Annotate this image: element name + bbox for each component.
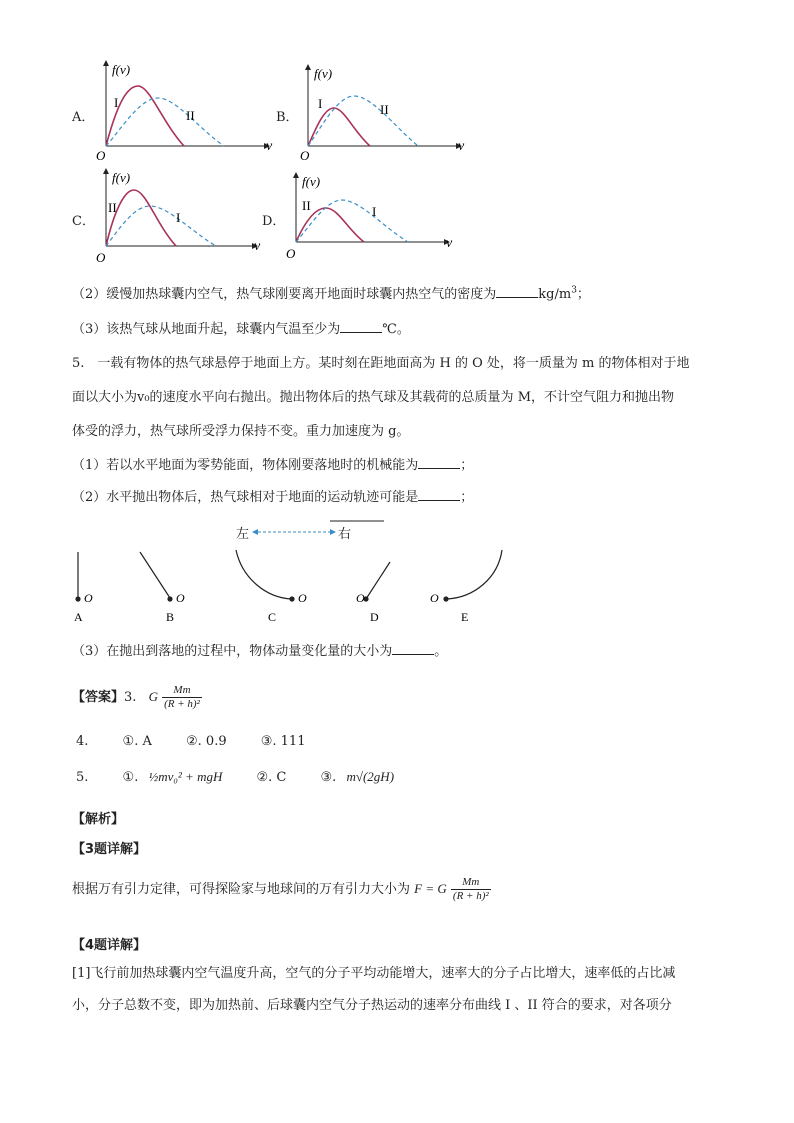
trajectory-path <box>236 550 292 599</box>
q4-part2-unit: kg/m <box>538 287 572 302</box>
y-axis-arrow <box>103 60 109 66</box>
answer-item: ③. 111 <box>260 734 306 749</box>
q5-part2 <box>72 486 473 505</box>
trajectory-path <box>446 550 502 599</box>
option-label: D． <box>262 214 286 229</box>
q4-part3-text: （3）该热气球从地面升起，球囊内气温至少为 <box>72 322 341 337</box>
q3-detail-text: 根据万有引力定律，可得探险家与地球间的万有引力大小为 <box>72 882 411 897</box>
answer-fraction <box>162 684 202 711</box>
answer-g: G <box>148 689 158 704</box>
answer-5 <box>76 769 394 785</box>
graph-c <box>92 166 282 266</box>
q5-part3-text: （3）在抛出到落地的过程中，物体动量变化量的大小为 <box>72 644 393 659</box>
q4-part2-sup: 3 <box>571 285 577 296</box>
ylabel: f(v) <box>112 170 131 185</box>
curve-label-right: II <box>186 108 195 123</box>
trajectory-b <box>140 552 185 624</box>
answer-number: 4. <box>76 734 89 749</box>
answer-blank[interactable] <box>340 320 382 333</box>
answer-item: ②. C <box>256 770 287 785</box>
xlabel: v <box>266 139 273 154</box>
answer-item-label: ①. <box>122 770 139 785</box>
answer-heading: 【答案】 <box>72 690 125 705</box>
origin-dot <box>289 596 294 601</box>
curve-solid <box>106 190 176 246</box>
q4-detail-heading: 【4题详解】 <box>72 938 147 953</box>
curve-dashed <box>106 98 224 146</box>
direction-right: 右 <box>338 527 352 542</box>
curve-label-left: I <box>318 96 323 111</box>
y-axis-arrow <box>293 172 299 178</box>
q5-part1 <box>72 454 473 473</box>
q4-part2-end: ； <box>576 287 590 302</box>
trajectory-options <box>70 544 520 624</box>
curve-label-right: I <box>176 210 181 225</box>
option-label: C． <box>72 214 95 229</box>
fraction-denominator: (R + h)² <box>452 890 489 902</box>
answer-expression: m√(2gH) <box>346 769 395 784</box>
q3-formula-f: F = G <box>414 881 447 896</box>
origin-dot <box>443 596 448 601</box>
origin-label: O <box>430 591 439 605</box>
graph-d <box>282 170 472 266</box>
q4-part3 <box>72 318 410 337</box>
answer-blank[interactable] <box>392 642 434 655</box>
origin: O <box>96 148 106 162</box>
curve-dashed <box>296 200 408 242</box>
ylabel: f(v) <box>302 174 321 189</box>
answer-3 <box>72 684 202 711</box>
origin-label: O <box>298 591 307 605</box>
q5-part3 <box>72 640 447 659</box>
option-letter: E <box>461 610 469 624</box>
q4-detail-line2: 小，分子总数不变，即为加热前、后球囊内空气分子热运动的速率分布曲线 I 、II 符合的要求，对各项分 <box>72 998 672 1013</box>
origin-dot <box>75 596 80 601</box>
curve-label-left: II <box>302 198 311 213</box>
curve-label-left: I <box>114 95 119 110</box>
left-arrowhead <box>252 529 258 535</box>
q5-part2-text: （2）水平抛出物体后，热气球相对于地面的运动轨迹可能是 <box>72 490 419 505</box>
origin: O <box>300 148 310 162</box>
trajectory-d <box>356 562 390 624</box>
trajectory-e <box>430 550 502 624</box>
answer-4 <box>76 734 305 749</box>
origin: O <box>96 250 106 265</box>
trajectory-path <box>140 552 170 598</box>
fraction-denominator: (R + h)² <box>164 698 200 710</box>
answer-blank[interactable] <box>418 456 460 469</box>
answer-item-label: ③. <box>320 770 337 785</box>
q4-part2-text: （2）缓慢加热球囊内空气，热气球刚要离开地面时球囊内热空气的密度为 <box>72 287 497 302</box>
direction-left: 左 <box>236 527 250 542</box>
direction-arrow <box>252 520 386 542</box>
q3-detail-heading: 【3题详解】 <box>72 842 147 857</box>
origin-dot <box>167 596 172 601</box>
trajectory-c <box>236 550 307 624</box>
answer-expression: ½mv₀² + mgH <box>148 769 223 784</box>
analysis-heading: 【解析】 <box>72 812 125 827</box>
ylabel: f(v) <box>112 62 131 77</box>
origin-label: O <box>84 591 93 605</box>
q5-stem-line1: 5. 一载有物体的热气球悬停于地面上方。某时刻在距地面高为 H 的 O 处，将一质量为 m 的物体相对于地 <box>72 356 690 371</box>
origin: O <box>286 246 296 261</box>
option-letter: A <box>74 610 83 624</box>
y-axis-arrow <box>305 64 311 70</box>
q5-stem-line3: 体受的浮力，热气球所受浮力保持不变。重力加速度为 g。 <box>72 424 410 439</box>
graph-a <box>92 58 282 162</box>
xlabel: v <box>458 139 465 154</box>
option-label: B． <box>276 110 299 125</box>
q3-detail <box>72 876 491 903</box>
option-letter: C <box>268 610 277 624</box>
option-letter: D <box>370 610 379 624</box>
q4-part2 <box>72 283 590 302</box>
q5-part1-text: （1）若以水平地面为零势能面，物体刚要落地时的机械能为 <box>72 458 419 473</box>
trajectory-path <box>366 562 390 599</box>
curve-label-right: I <box>372 204 377 219</box>
graph-b <box>294 62 484 162</box>
answer-blank[interactable] <box>418 488 460 501</box>
answer-blank[interactable] <box>496 285 538 298</box>
q5-part3-end: 。 <box>434 644 448 659</box>
fraction-numerator: Mm <box>162 684 202 698</box>
origin-label: O <box>176 591 185 605</box>
xlabel: v <box>254 239 261 254</box>
q4-detail-line1: [1]飞行前加热球囊内空气温度升高，空气的分子平均动能增大，速率大的分子占比增大，速率低的占比减 <box>72 966 676 981</box>
option-label: A． <box>72 110 95 125</box>
ylabel: f(v) <box>314 66 333 81</box>
answer-number: 5. <box>76 770 89 785</box>
option-letter: B <box>166 610 175 624</box>
trajectory-a <box>74 552 93 624</box>
answer-item: ①. A <box>122 734 152 749</box>
curve-label-right: II <box>380 102 389 117</box>
q5-stem-line2: 面以大小为v₀的速度水平向右抛出。抛出物体后的热气球及其载荷的总质量为 M，不计空气阻力和抛出物 <box>72 390 674 405</box>
xlabel: v <box>446 236 453 251</box>
y-axis-arrow <box>103 168 109 174</box>
origin-label: O <box>356 591 365 605</box>
q4-part3-end: ℃。 <box>382 322 410 337</box>
fraction-numerator: Mm <box>451 876 491 890</box>
curve-label-left: II <box>108 200 117 215</box>
curve-solid <box>296 208 364 242</box>
answer-item: ②. 0.9 <box>186 734 227 749</box>
curve-solid <box>308 108 370 146</box>
q5-part1-end: ； <box>460 458 474 473</box>
answer-number: 3. <box>124 690 137 705</box>
right-arrowhead <box>330 529 336 535</box>
q3-formula-fraction <box>451 876 491 903</box>
q5-part2-end: ； <box>460 490 474 505</box>
